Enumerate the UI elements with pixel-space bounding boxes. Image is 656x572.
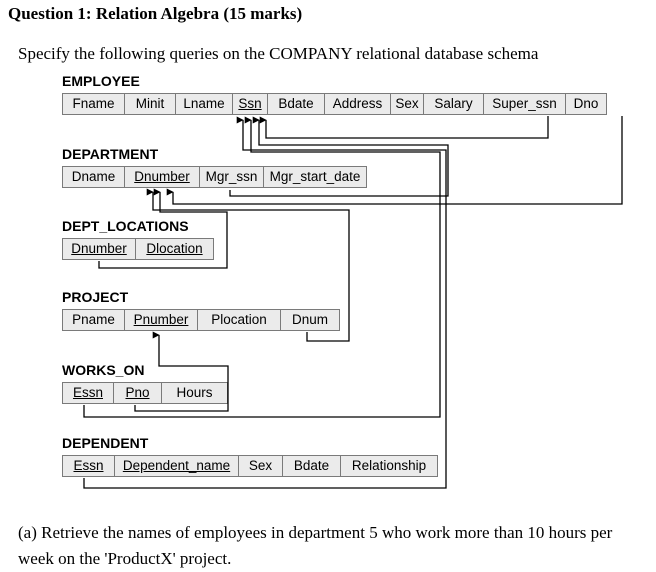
attribute-ssn: Ssn	[233, 94, 268, 114]
attribute-dnumber: Dnumber	[63, 239, 136, 259]
attribute-plocation: Plocation	[198, 310, 281, 330]
super-ssn-to-ssn-link	[266, 116, 548, 138]
attribute-relationship: Relationship	[351, 458, 427, 473]
attribute-pno: Pno	[114, 383, 162, 403]
attribute-mgr-start-date: Mgr_start_date	[269, 169, 361, 184]
works-on-attributes-row	[62, 382, 228, 404]
dept-locations-attributes-row	[62, 238, 214, 260]
employee-relation-name: EMPLOYEE	[62, 73, 140, 89]
attribute-salary: Salary	[424, 94, 484, 114]
department-relation-name: DEPARTMENT	[62, 146, 159, 162]
attribute-dname: Dname	[63, 167, 125, 187]
attribute-dnum: Dnum	[291, 312, 328, 327]
attribute-super-ssn: Super_ssn	[484, 94, 566, 114]
attribute-dnumber: Dnumber	[125, 167, 200, 187]
attribute-sex: Sex	[391, 94, 424, 114]
project-relation-name: PROJECT	[62, 289, 129, 305]
attribute-pname: Pname	[63, 310, 125, 330]
attribute-sex: Sex	[239, 456, 283, 476]
attribute-fname: Fname	[63, 94, 125, 114]
attribute-minit: Minit	[125, 94, 176, 114]
department-attributes-row	[62, 166, 367, 188]
question-a: (a) Retrieve the names of employees in department 5 who work more than 10 hours per week on the 'ProductX' project.	[18, 523, 613, 568]
dependent-relation-name: DEPENDENT	[62, 435, 149, 451]
attribute-dependent-name: Dependent_name	[115, 456, 239, 476]
attribute-bdate: Bdate	[268, 94, 325, 114]
dno-to-dnumber-link	[173, 116, 622, 204]
attribute-essn: Essn	[63, 383, 114, 403]
works-on-relation-name: WORKS_ON	[62, 362, 145, 378]
question-title: Question 1: Relation Algebra (15 marks)	[8, 4, 303, 23]
attribute-pnumber: Pnumber	[125, 310, 198, 330]
attribute-dno: Dno	[573, 96, 599, 111]
attribute-address: Address	[325, 94, 391, 114]
attribute-bdate: Bdate	[283, 456, 341, 476]
attribute-lname: Lname	[176, 94, 233, 114]
employee-attributes-row	[62, 93, 607, 115]
intro-text: Specify the following queries on the COMPANY relational database schema	[18, 44, 539, 63]
project-attributes-row	[62, 309, 340, 331]
dependent-attributes-row	[62, 455, 438, 477]
attribute-mgr-ssn: Mgr_ssn	[200, 167, 264, 187]
attribute-essn: Essn	[63, 456, 115, 476]
attribute-dlocation: Dlocation	[146, 241, 203, 256]
attribute-hours: Hours	[176, 385, 213, 400]
dept-locations-relation-name: DEPT_LOCATIONS	[62, 218, 189, 234]
